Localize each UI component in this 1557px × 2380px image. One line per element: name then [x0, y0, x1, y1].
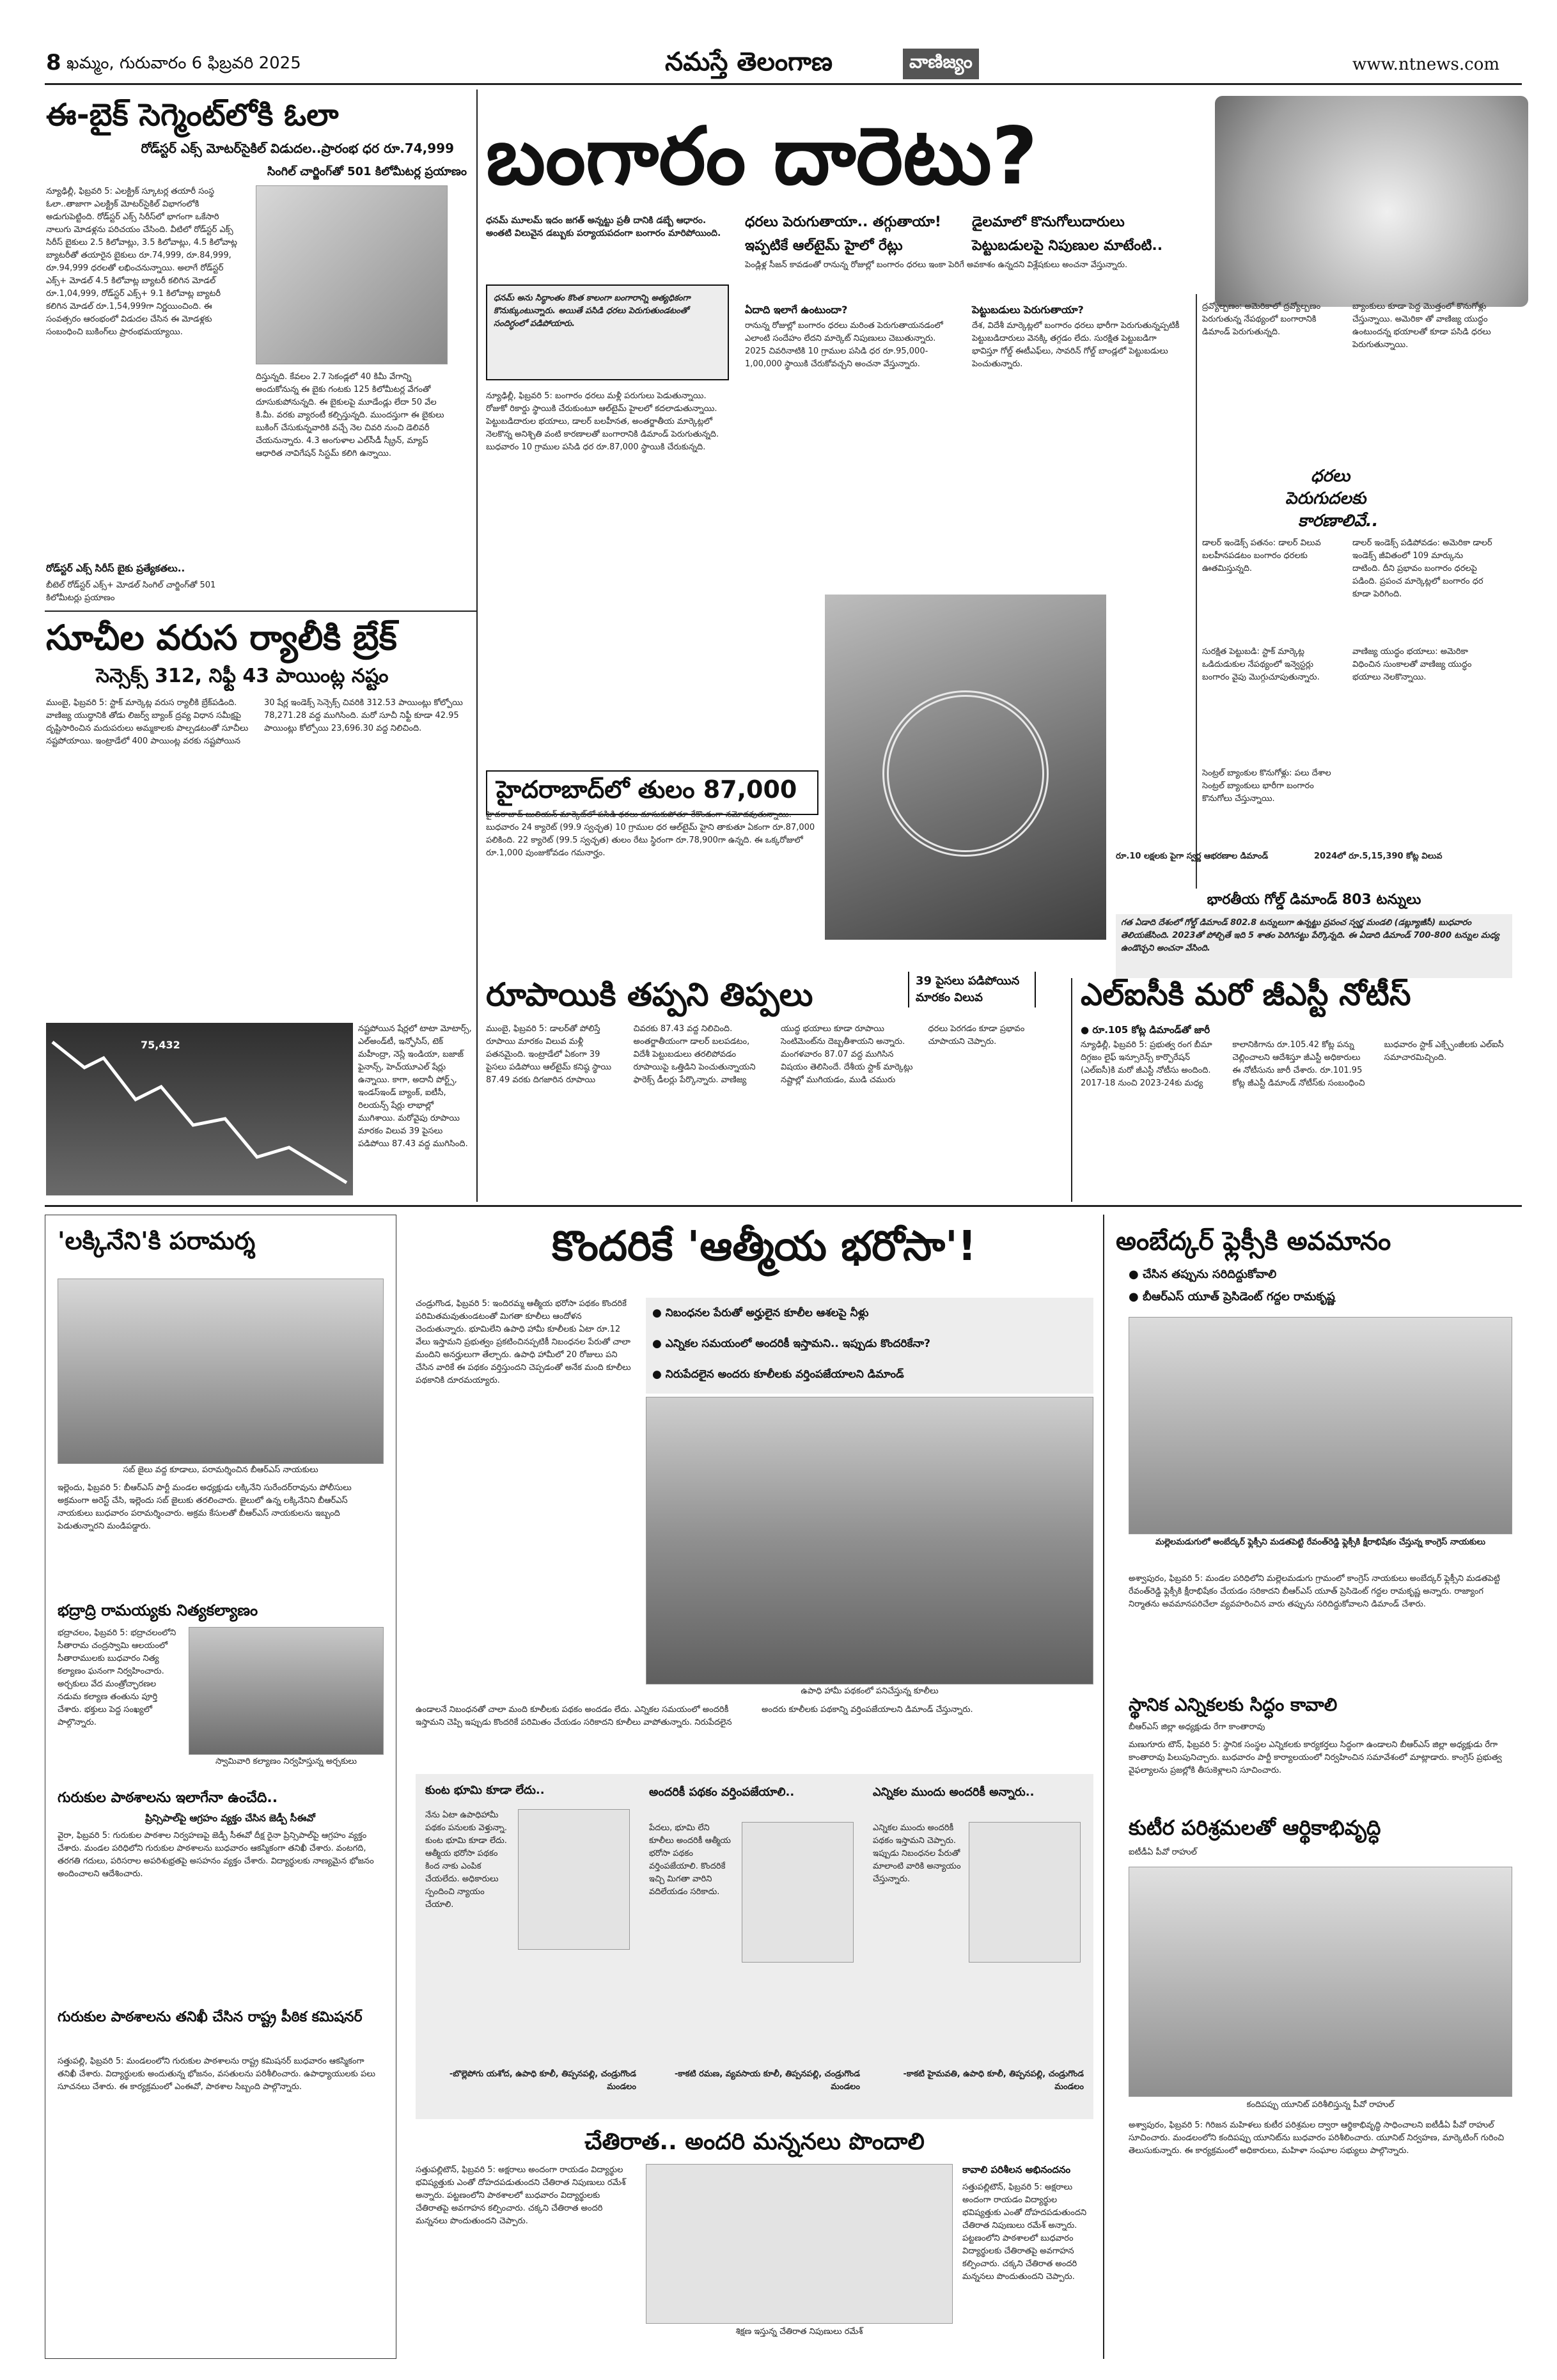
- page-number: 8: [46, 50, 61, 75]
- gold-deck-1: ధరలు పెరుగుతాయా.. తగ్గుతాయా!: [745, 214, 941, 230]
- gold-right-col-2: డాలర్ ఇండెక్స్ పడిపోవడం: అమెరికా డాలర్ ఇండెక్స్ జీవితంలో 109 మార్కును దాటింది. దీని ప్రభావం బంగారం ధరలపై పడింది. ప్రపంచ మార్కెట్లలో బంగారం ధర కూడా పెరిగింది.: [1352, 538, 1492, 599]
- cottage-headline: కుటీర పరిశ్రమలతో ఆర్థికాభివృద్ధి: [1129, 1816, 1381, 1840]
- quote-1-sig: -బొల్లెపోగు యశోద, ఉపాధి కూలీ, తిప్పనపల్లి, చండ్రుగొండ మండలం: [449, 2069, 636, 2092]
- bharosa-bullet-2: ● ఎన్నికల సమయంలో అందరికీ ఇస్తామని.. ఇప్పుడు కొందరికేనా?: [652, 1335, 1087, 1353]
- handwriting-caption: శిక్షణ ఇస్తున్న చేతిరాత నిపుణులు రమేశ్: [735, 2327, 863, 2337]
- dateline: ఖమ్మం, గురువారం 6 ఫిబ్రవరి 2025: [67, 54, 301, 73]
- hyd-price-headline: హైదరాబాద్‌లో తులం 87,000: [486, 770, 818, 815]
- gold-reason-1: ద్రవ్యోల్బణం: అమెరికాలో ద్రవ్యోల్బణం పెరుగుతున్న నేపథ్యంలో బంగారానికి డిమాండ్ పెరుగుతున్నది.: [1202, 302, 1321, 337]
- lakkinenu-headline: 'లక్కినేని'కి పరామర్శ: [58, 1227, 256, 1255]
- lakkinenu-body: ఇల్లెందు, ఫిబ్రవరి 5: బీఆర్‌ఎస్ పార్టీ మండల అధ్యక్షుడు లక్కినేని సురేందర్‌రావును పోలీసులు అక్రమంగా అరెస్ట్ చేసి, ఇల్లెందు సబ్ జైలుకు తరలించారు. జైలులో ఉన్న లక్కినేనిని బీఆర్‌ఎస్ నాయకులు బుధవారం పరామర్శించారు. అక్రమ కేసులతో బీఆర్‌ఎస్ నాయకులను ఇబ్బంది పెడుతున్నారని మండిపడ్డారు.: [58, 1483, 352, 1531]
- markets-body-2: నష్టపోయిన షేర్లలో టాటా మోటార్స్, ఎల్‌అండ్‌టీ, ఇన్ఫోసిస్, టెక్ మహీంద్రా, నెస్లే ఇండియా, బజాజ్ ఫైనాన్స్, హెచ్‌యూఎల్ షేర్లు ఉన్నాయి. కాగా, అదానీ పోర్ట్స్, ఇండస్ఇండ్ బ్యాంక్, ఐటీసీ, రిలయన్స్ షేర్లు లాభాల్లో ముగిశాయి. మరోవైపు రూపాయి మారకం విలువ 39 పైసలు పడిపోయి 87.43 వద్ద ముగిసింది.: [358, 1024, 472, 1149]
- markets-deck: సెన్సెక్స్ 312, నిఫ్టీ 43 పాయింట్ల నష్టం: [96, 665, 389, 687]
- gold-reasons-label-2: పెరుగుదలకు: [1285, 489, 1366, 508]
- markets-headline: సూచీల వరుస ర్యాలీకి బ్రేక్: [46, 618, 397, 658]
- cottage-photo: [1129, 1867, 1512, 2097]
- gold-image: [1215, 96, 1528, 307]
- bottom-section-rule: [45, 1205, 1522, 1207]
- gold-deck-4: పెట్టుబడులపై నిపుణుల మాటేంటి..: [972, 238, 1163, 254]
- quote-2-text: పేదలు, భూమి లేని కూలీలు అందరికీ ఆత్మీయ భరోసా పథకం వర్తింపజేయాలి. కొందరికే ఇచ్చి మిగతా వారిని వదిలేయడం సరికాదు.: [649, 1823, 732, 1897]
- quote-2-photo: [742, 1822, 854, 1963]
- ola-deck: రోడ్‌స్టర్ ఎక్స్ మోటర్‌సైకిల్ విడుదల..ప్రారంభ ధర రూ.74,999: [141, 141, 454, 156]
- bharosa-caption: ఉపాధి హామీ పథకంలో పనిచేస్తున్న కూలీలు: [801, 1686, 939, 1696]
- ola-divider: [476, 89, 478, 761]
- jewellery-necklace-icon: [882, 690, 1049, 857]
- cottage-byline: ఐటీడీఏ పీవో రాహుల్: [1129, 1847, 1197, 1857]
- quote-1-title: కుంట భూమి కూడా లేదు..: [425, 1784, 545, 1797]
- gold-body-1: న్యూఢిల్లీ, ఫిబ్రవరి 5: బంగారం ధరలు మళ్లీ పరుగులు పెడుతున్నాయి. రోజుకో రికార్డు స్థాయికి చేరుకుంటూ ఆల్‌టైమ్ హైలలో కదలాడుతున్నాయి. పెట్టుబడిదారుల భయాలు, డాలర్ బలహీనత, అంతర్జాతీయ మార్కెట్లలో నెలకొన్న అనిశ్చితి వంటి కారణాలతో బంగారానికి డిమాండ్ పెరుగుతున్నది. బుధవారం 10 గ్రాముల పసిడి ధర రూ.87,000 స్థాయికి చేరుకున్నది.: [486, 391, 719, 452]
- gold-body-2: పెండ్లిళ్ల సీజన్ కావడంతో రానున్న రోజుల్లో బంగారం ధరలు ఇంకా పెరిగే అవకాశం ఉన్నదని విశ్లేషకులు అంచనా వేస్తున్నారు.: [745, 260, 1128, 270]
- section-label: వాణిజ్యం: [903, 49, 979, 79]
- rupee-divider: [1071, 978, 1072, 1202]
- bharosa-headline: కొందరికే 'ఆత్మీయ భరోసా'!: [552, 1223, 976, 1270]
- ramayya-headline: భద్రాద్రి రామయ్యకు నిత్యకల్యాణం: [58, 1601, 258, 1619]
- gold-right-col: బ్యాంకులు కూడా పెద్ద మొత్తంలో కొనుగోళ్లు చేస్తున్నాయి. అమెరికా తో వాణిజ్య యుద్ధం ఉంటుందన్న భయాలతో కూడా పసిడి ధరలు పెరుగుతున్నాయి.: [1352, 302, 1491, 350]
- gold-headline: బంగారం దారెటు?: [486, 111, 1038, 203]
- gold-demand-bullet-2: 2024లో రూ.5,15,390 కోట్ల విలువ: [1314, 852, 1443, 861]
- gold-demand-body: గత ఏడాది దేశంలో గోల్డ్ డిమాండ్ 802.8 టన్నులుగా ఉన్నట్టు ప్రపంచ స్వర్ణ మండలి (డబ్ల్యూజీసీ) బుధవారం తెలియజేసింది. 2023తో పోల్చితే ఇది 5 శాతం పెరిగినట్టు పేర్కొన్నది. ఈ ఏడాది డిమాండ్ 700-800 టన్నుల మధ్య ఉండొచ్చని అంచనా వేసింది.: [1116, 914, 1512, 978]
- gold-sub-why: ఏదాది ఇలాగే ఉంటుందా?: [745, 304, 848, 316]
- ola-headline: ఈ-బైక్ సెగ్మెంట్‌లోకి ఓలా: [46, 97, 339, 133]
- lic-headline: ఎల్‌ఐసీకి మరో జీఎస్టీ నోటీస్: [1081, 977, 1411, 1013]
- ramayya-body: భద్రాచలం, ఫిబ్రవరి 5: భద్రాచలంలోని సీతారామ చంద్రస్వామి ఆలయంలో సీతారాములకు బుధవారం నిత్య కల్యాణం ఘనంగా నిర్వహించారు. అర్చకులు వేద మంత్రోచ్ఛారణల నడుమ కల్యాణ తంతును పూర్తి చేశారు. భక్తులు పెద్ద సంఖ్యలో పాల్గొన్నారు.: [58, 1628, 176, 1727]
- markets-chart-line: [46, 1023, 353, 1195]
- ramayya-photo: [189, 1627, 384, 1755]
- ambedkar-bullet-2: ● బీఆర్‌ఎస్ యూత్ ప్రెసిడెంట్ గద్దల రామకృష్ణ: [1129, 1288, 1512, 1306]
- ambedkar-body: అశ్వాపురం, ఫిబ్రవరి 5: మండల పరిధిలోని మల్లెలమడుగు గ్రామంలో కాంగ్రెస్ నాయకులు అంబేద్కర్ ఫ్లెక్సీని మడతపెట్టి రేవంత్‌రెడ్డి ఫ్లెక్సీకి క్షీరాభిషేకం చేయడం సరికాదని బీఆర్‌ఎస్ యూత్ ప్రెసిడెంట్ గద్దల రామకృష్ణ అన్నారు. రాజ్యాంగ నిర్మాతను అవమానపరిచేలా వ్యవహరించిన వారు తప్పును సరిదిద్దుకోవాలని డిమాండ్ చేశారు.: [1129, 1574, 1500, 1609]
- bharosa-body: చండ్రుగొండ, ఫిబ్రవరి 5: ఇందిరమ్మ ఆత్మీయ భరోసా పథకం కొందరికే పరిమితమవుతుండటంతో మిగతా కూలీలు ఆందోళన చెందుతున్నారు. భూమిలేని ఉపాధి హామీ కూలీలకు ఏటా రూ.12 వేలు ఇస్తామని ప్రభుత్వం ప్రకటించినప్పటికీ నిబంధనల పేరుతో చాలా మందిని అనర్హులుగా తేల్చారు. ఉపాధి హామీలో 20 రోజులు పని చేసిన వారికే ఈ పథకం వర్తిస్తుందని చెప్పడంతో అనేక మంది కూలీలు పథకానికి దూరమయ్యారు.: [416, 1299, 631, 1385]
- gurukul2-body: సత్తుపల్లి, ఫిబ్రవరి 5: మండలంలోని గురుకుల పాఠశాలను రాష్ట్ర కమిషనర్ బుధవారం ఆకస్మికంగా తనిఖీ చేశారు. విద్యార్థులకు అందుతున్న భోజనం, వసతులను పరిశీలించారు. ఉపాధ్యాయులకు పలు సూచనలు చేశారు. ఈ కార్యక్రమంలో ఎంఈవో, పాఠశాల సిబ్బంది పాల్గొన్నారు.: [58, 2057, 375, 2092]
- bharosa-bullet-1: ● నిబంధనల పేరుతో అర్హులైన కూలీల ఆశలపై నీళ్లు: [652, 1304, 1087, 1322]
- ola-body-2: దిస్తున్నది. కేవలం 2.7 సెకండ్లలో 40 కిమీ వేగాన్ని అందుకోనున్న ఈ బైకు గంటకు 125 కిలోమీటర్ల వేగంతో దూసుకుపోనున్నది. ఈ బైకులపై మూడేండ్లు లేదా 50 వేల కి.మీ. వరకు వ్యారంటీ కల్పిస్తున్నది. ముందస్తుగా ఈ బైకులు బుకింగ్ చేసుకున్నవారికి వచ్చే నెల చివరి నుంచి డెలివరీ చేయనున్నారు. 4.3 అంగుళాల ఎల్‌సీడీ స్క్రీన్, మ్యాప్ ఆధారిత నావిగేషన్ సిస్టమ్ కలిగి ఉన్నాయి.: [256, 372, 444, 458]
- gold-body-3: రానున్న రోజుల్లో బంగారం ధరలు మరింత పెరుగుతాయనడంలో ఎలాంటి సందేహం లేదని మార్కెట్ నిపుణులు చెబుతున్నారు. 2025 చివరినాటికి 10 గ్రాముల పసిడి ధర రూ.95,000-1,00,000 స్థాయికి చేరుకోవచ్చని అంచనా వేస్తున్నారు.: [745, 321, 943, 369]
- local-polls-headline: స్థానిక ఎన్నికలకు సిద్ధం కావాలి: [1129, 1694, 1338, 1715]
- hyd-price-body: హైదరాబాద్ బులియన్ మార్కెట్‌లో పసిడి ధరలు దూసుకుపోతూ రేకొండంగా నమోదవుతున్నాయి. బుధవారం 24 క్యారెట్ (99.9 స్వచ్ఛత) 10 గ్రాముల ధర ఆల్‌టైమ్ హైని తాకుతూ ఏకంగా రూ.87,000 పలికింది. 22 క్యారెట్ (99.5 స్వచ్ఛత) తులం రేటు స్థిరంగా రూ.78,900గా ఉన్నది. ఈ ఒక్కరోజులో రూ.1,000 పుంజుకోవడం గమనార్హం.: [486, 810, 815, 858]
- markets-divider: [476, 761, 478, 1202]
- local-polls-body: మణుగూరు టౌన్, ఫిబ్రవరి 5: స్థానిక సంస్థల ఎన్నికలకు కార్యకర్తలు సిద్ధంగా ఉండాలని బీఆర్‌ఎస్ జిల్లా అధ్యక్షుడు రేగా కాంతారావు పిలుపునిచ్చారు. బుధవారం పార్టీ కార్యాలయంలో నిర్వహించిన సమావేశంలో మాట్లాడారు. కాంగ్రెస్ ప్రభుత్వ వైఫల్యాలను ప్రజల్లోకి తీసుకెళ్లాలని సూచించారు.: [1129, 1740, 1502, 1775]
- lakkinenu-caption: సబ్ జైలు వద్ద కూడాలు, పరామర్శించిన బీఆర్‌ఎస్ నాయకులు: [123, 1465, 318, 1475]
- gold-reasons-label-3: కారణాలివే..: [1298, 511, 1379, 531]
- gurukul2-headline: గురుకుల పాఠశాలను తనిఖీ చేసిన రాష్ట్ర పీఠిక కమిషనర్: [58, 2009, 363, 2025]
- ola-subdeck: సింగిల్ చార్జింగ్‌తో 501 కిలోమీటర్ల ప్రయాణం: [267, 165, 467, 178]
- ramayya-caption: స్వామివారి కల్యాణం నిర్వహిస్తున్న అర్చకులు: [215, 1757, 357, 1766]
- gold-reason-5: వాణిజ్య యుద్ధం భయాలు: అమెరికా విధించిన సుంకాలతో వాణిజ్య యుద్ధం భయాలు నెలకొన్నాయి.: [1352, 647, 1472, 682]
- ambedkar-caption: మల్లెలమడుగులో అంబేద్కర్ ఫ్లెక్సీని మడతపెట్టి రేవంత్‌రెడ్డి ఫ్లెక్సీకి క్షీరాభిషేకం చేస్తున్న కాంగ్రెస్ నాయకులు: [1155, 1537, 1486, 1547]
- ambedkar-bullet-1: ● చేసిన తప్పును సరిదిద్దుకోవాలి: [1129, 1266, 1512, 1284]
- rupee-headline: రూపాయికి తప్పని తిప్పలు: [486, 976, 813, 1013]
- gold-demand-bullet-1: రూ.10 లక్షలకు పైగా స్వర్ణ ఆభరణాల డిమాండ్: [1116, 852, 1269, 861]
- lic-body: న్యూఢిల్లీ, ఫిబ్రవరి 5: ప్రభుత్వ రంగ బీమా దిగ్గజం లైఫ్ ఇన్సూరెన్స్ కార్పొరేషన్ (ఎల్‌ఐసీ)కి మరో జీఎస్టీ నోటీసు అందింది. 2017-18 నుంచి 2023-24కు మధ్య కాలానికిగాను రూ.105.42 కోట్ల పన్ను చెల్లించాలని ఆదేశిస్తూ జీఎస్టీ అధికారులు ఈ నోటీసును జారీ చేశారు. రూ.101.95 కోట్ల జీఎస్టీ డిమాండ్ నోటీస్‌కు సంబంధించి బుధవారం స్టాక్ ఎక్స్ఛేంజీలకు ఎల్‌ఐసీ సమాచారమిచ్చింది.: [1081, 1040, 1504, 1088]
- lic-bullet: ● రూ.105 కోట్ల డిమాండ్‌తో జారీ: [1081, 1023, 1298, 1037]
- gold-deck-2: డైలమాలో కొనుగోలుదారులు: [972, 214, 1125, 230]
- quote-1-text: నేను ఏటా ఉపాధిహామీ పథకం పనులకు వెళ్తున్నా. కుంట భూమి కూడా లేదు. ఆత్మీయ భరోసా పథకం కింద నాకు ఎంపిక చేయలేదు. అధికారులు స్పందించి న్యాయం చేయాలి.: [425, 1810, 508, 1909]
- quote-2-sig: -కాకటి రమణ, వ్యవసాయ కూలీ, తిప్పనపల్లి, చండ్రుగొండ మండలం: [675, 2069, 860, 2092]
- gold-demand-headline: భారతీయ గోల్డ్ డిమాండ్ 803 టన్నులు: [1207, 892, 1421, 908]
- masthead-rule: [45, 83, 1522, 85]
- gold-sub-invest: పెట్టుబడులు పెరుగుతాయా?: [972, 304, 1084, 316]
- gold-quote: ధనమ్ మూలమ్ ఇదం జగత్ అన్నట్టు ప్రతీ దానికి డబ్బే ఆధారం. అంతటి విలువైన డబ్బుకు పర్యాయపదంగా బంగారం మారిపోయింది.: [486, 215, 721, 238]
- website[interactable]: www.ntnews.com: [1352, 55, 1500, 74]
- ola-feature-head: రోడ్‌స్టర్ ఎక్స్ సిరీస్ బైకు ప్రత్యేకతలు..: [46, 563, 185, 574]
- markets-body: ముంబై, ఫిబ్రవరి 5: స్టాక్ మార్కెట్ల వరుస ర్యాలీకి బ్రేక్‌పడింది. వాణిజ్య యుద్ధానికి తోడు లిజర్వ్ బ్యాంక్ ద్రవ్య విధాన సమీక్షపై దృష్టిసారించిన మదుపరులు అమ్మకాలకు పాల్పడటంతో సూచీలు నష్టపోయాయి. ఇంట్రాడేలో 400 పాయింట్ల వరకు నష్టపోయిన 30 షేర్ల ఇండెక్స్ సెన్సెక్స్ చివరికి 312.53 పాయింట్లు కోల్పోయి 78,271.28 వద్ద ముగిసింది. మరో సూచీ నిఫ్టీ కూడా 42.95 పాయింట్లు కోల్పోయి 23,696.30 వద్ద నిలిచింది.: [46, 698, 463, 746]
- lakkinenu-photo: [58, 1279, 384, 1464]
- paper-name: నమస్తే తెలంగాణ: [665, 47, 833, 77]
- right-column-divider: [1103, 1215, 1104, 2359]
- markets-chart-label: 75,432: [141, 1039, 180, 1051]
- gurukul1-headline: గురుకుల పాఠశాలను ఇలాగేనా ఉంచేది..: [58, 1790, 278, 1806]
- quote-2-title: అందరికీ పథకం వర్తింపజేయాలి..: [649, 1785, 795, 1799]
- quote-3-title: ఎన్నికల ముందు అందరికీ అన్నారు..: [873, 1785, 1035, 1799]
- handwriting-photo: [646, 2164, 953, 2324]
- rupee-side: 39 పైసలు పడిపోయిన మారకం విలువ: [908, 972, 1036, 1007]
- markets-trend-line: [52, 1042, 347, 1183]
- markets-top-rule: [45, 611, 476, 612]
- handwriting-body: సత్తుపల్లిటౌన్, ఫిబ్రవరి 5: అక్షరాలు అందంగా రాయడం విద్యార్థుల భవిష్యత్తుకు ఎంతో దోహదపడుతుందని చేతిరాత నిపుణులు రమేశ్ అన్నారు. పట్టణంలోని పాఠశాలలో బుధవారం విద్యార్థులకు చేతిరాతపై అవగాహన కల్పించారు. చక్కని చేతిరాత అందరి మన్ననలు పొందుతుందని చెప్పారు.: [416, 2165, 626, 2226]
- gold-reason-4: సెంట్రల్ బ్యాంకుల కొనుగోళ్లు: పలు దేశాల సెంట్రల్ బ్యాంకులు భారీగా బంగారం కొనుగోలు చేస్తున్నాయి.: [1202, 768, 1331, 804]
- ambedkar-photo: [1129, 1317, 1512, 1534]
- handwriting-body-2: సత్తుపల్లిటౌన్, ఫిబ్రవరి 5: అక్షరాలు అందంగా రాయడం విద్యార్థుల భవిష్యత్తుకు ఎంతో దోహదపడుతుందని చేతిరాత నిపుణులు రమేశ్ అన్నారు. పట్టణంలోని పాఠశాలలో బుధవారం విద్యార్థులకు చేతిరాతపై అవగాహన కల్పించారు. చక్కని చేతిరాత అందరి మన్ననలు పొందుతుందని చెప్పారు.: [962, 2182, 1087, 2282]
- gold-pullquote: ధనమ్ అను సిద్ధాంతం కొంత కాలంగా బంగారాన్ని అత్యధికంగా కొనుక్కుంటున్నారు. అయితే పసిడి ధరలు పెరుగుతుండటంతో సందిగ్ధంలో పడిపోయారు.: [486, 284, 729, 380]
- rupee-body: ముంబై, ఫిబ్రవరి 5: డాలర్‌తో పోలిస్తే రూపాయి మారకం విలువ మళ్లీ పతనమైంది. ఇంట్రాడేలో ఏకంగా 39 పైసలు పడిపోయి ఆల్‌టైమ్ కనిష్ఠ స్థాయి 87.49 వరకు దిగజారిన రూపాయి చివరకు 87.43 వద్ద నిలిచింది. అంతర్జాతీయంగా డాలర్ బలపడటం, విదేశీ పెట్టుబడులు తరలిపోవడం రూపాయిపై ఒత్తిడిని పెంచుతున్నాయని ఫారెక్స్ డీలర్లు పేర్కొన్నారు. వాణిజ్య యుద్ధ భయాలు కూడా రూపాయి సెంటిమెంట్‌ను దెబ్బతీశాయని అన్నారు. మంగళవారం 87.07 వద్ద ముగిసిన విషయం తెలిసిందే. దేశీయ స్టాక్ మార్కెట్లు నష్టాల్లో ముగియడం, ముడి చమురు ధరలు పెరగడం కూడా ప్రభావం చూపాయని చెప్పారు.: [486, 1024, 1025, 1085]
- gold-deck-3: ఇప్పటికే ఆల్‌టైమ్ హై‌లో రేట్లు: [745, 238, 903, 254]
- gurukul1-deck: ప్రిన్సిపాల్‌పై ఆగ్రహం వ్యక్తం చేసిన జెడ్పీ సీఈవో: [145, 1812, 315, 1824]
- local-polls-byline: బీఆర్‌ఎస్ జిల్లా అధ్యక్షుడు రేగా కాంతారావు: [1129, 1722, 1265, 1732]
- ola-feature: బీటెల్ రోడ్‌స్టర్ ఎక్స్+ మోడల్ సింగిల్ చార్జింగ్‌తో 501 కిలోమీటర్లు ప్రయాణం: [46, 580, 216, 603]
- gold-reason-3: సురక్షిత పెట్టుబడి: స్టాక్ మార్కెట్ల ఒడిదుడుకుల నేపథ్యంలో ఇన్వెస్టర్లు బంగారం వైపు మొగ్గుచూపుతున్నారు.: [1202, 647, 1320, 682]
- cottage-caption: కందిపప్పు యూనిట్ పరిశీలిస్తున్న పీవో రాహుల్: [1246, 2100, 1395, 2110]
- handwriting-headline: చేతిరాత.. అందరి మన్ననలు పొందాలి: [584, 2129, 925, 2155]
- ambedkar-headline: అంబేద్కర్ ఫ్లెక్సీకి అవమానం: [1116, 1227, 1391, 1256]
- gurukul1-body: వైరా, ఫిబ్రవరి 5: గురుకుల పాఠశాల నిర్వహణపై జెడ్పీ సీఈవో దీక్ష రైనా ప్రిన్సిపాల్‌పై ఆగ్రహం వ్యక్తం చేశారు. మండల పరిధిలోని గురుకుల పాఠశాలను బుధవారం ఆకస్మికంగా తనిఖీ చేశారు. వంటగది, తరగతి గదులు, పరిసరాల అపరిశుభ్రతపై అసహనం వ్యక్తం చేశారు. విద్యార్థులకు నాణ్యమైన భోజనం అందించాలని ఆదేశించారు.: [58, 1831, 374, 1879]
- quote-1-photo: [518, 1809, 630, 1950]
- bharosa-photo: [646, 1397, 1093, 1684]
- ola-body: న్యూఢిల్లీ, ఫిబ్రవరి 5: ఎలక్ట్రిక్ స్కూటర్ల తయారీ సంస్థ ఓలా..తాజాగా ఎలక్ట్రిక్ మోటర్‌సైకిల్ విభాగంలోకి అడుగుపెట్టింది. రోడ్‌స్టర్ ఎక్స్ సిరీస్‌లో భాగంగా ఒకేసారి నాలుగు మోడళ్లను పరిచయం చేసింది. వీటిలో రోడ్‌స్టర్ ఎక్స్ సిరీస్ బైకులు 2.5 కిలోవాట్లు, 3.5 కిలోవాట్లు, 4.5 కిలోవాట్ల బ్యాటరీతో తయారైన బైకులు రూ.74,999, రూ.84,999, రూ.94,999 ధరలతో లభించనున్నాయి. అలాగే రోడ్‌స్టర్ ఎక్స్+ మోడల్ 4.5 కిలోవాట్ల బ్యాటరీ కలిగిన మోడల్ రూ.1,04,999, రోడ్‌స్టర్ ఎక్స్+ 9.1 కిలోవాట్ల బ్యాటరీ కలిగిన మోడల్ రూ.1,54,999గా నిర్ణయించింది. ఈ సంవత్సరం ఆరంభంలో విడుదల చేసిన ఈ మోడళ్లకు సంబంధించి బుకింగ్‌లు ప్రారంభమయ్యాయి.: [46, 187, 237, 337]
- cottage-body: అశ్వాపురం, ఫిబ్రవరి 5: గిరిజన మహిళలు కుటీర పరిశ్రమల ద్వారా ఆర్థికాభివృద్ధి సాధించాలని ఐటీడీఏ పీవో రాహుల్ సూచించారు. మండలంలోని కందిపప్పు యూనిట్‌ను బుధవారం పరిశీలించారు. యూనిట్ నిర్వహణ, మార్కెటింగ్ గురించి తెలుసుకున్నారు. ఈ కార్యక్రమంలో అధికారులు, మహిళా సంఘాల సభ్యులు పాల్గొన్నారు.: [1129, 2120, 1505, 2156]
- bharosa-bullet-3: ● నిరుపేదలైన అందరు కూలీలకు వర్తింపజేయాలని డిమాండ్: [652, 1365, 1087, 1383]
- ola-bike-image: [256, 185, 448, 364]
- quote-3-sig: -కాకటి హైమవతి, ఉపాధి కూలీ, తిప్పనపల్లి, చండ్రుగొండ మండలం: [903, 2069, 1084, 2092]
- gold-reason-2: డాలర్ ఇండెక్స్ పతనం: డాలర్ విలువ బలహీనపడటం బంగారం ధరలకు ఊతమిస్తున్నది.: [1202, 538, 1321, 573]
- bharosa-body-2: ఉండాలనే నిబంధనతో చాలా మంది కూలీలకు పథకం అందడం లేదు. ఎన్నికల సమయంలో అందరికీ ఇస్తామని చెప్పి ఇప్పుడు కొందరికే పరిమితం చేయడం సరికాదని కూలీలు వాపోతున్నారు. నిరుపేదలైన అందరు కూలీలకు పథకాన్ని వర్తింపజేయాలని డిమాండ్ చేస్తున్నారు.: [416, 1705, 973, 1727]
- gold-reasons-label-1: ధరలు: [1311, 467, 1350, 486]
- gold-body-4: దేశ, విదేశీ మార్కెట్లలో బంగారం ధరలు భారీగా పెరుగుతున్నప్పటికీ పెట్టుబడిదారులు వెనక్కి తగ్గడం లేదు. సురక్షిత పెట్టుబడిగా భావిస్తూ గోల్డ్ ఈటీఎఫ్‌లు, సావరిన్ గోల్డ్ బాండ్లలో పెట్టుబడులు పెంచుతున్నారు.: [972, 321, 1180, 369]
- quote-3-text: ఎన్నికల ముందు అందరికీ పథకం ఇస్తామని చెప్పారు. ఇప్పుడు నిబంధనల పేరుతో మాలాంటి వారికి అన్యాయం చేస్తున్నారు.: [873, 1823, 961, 1884]
- handwriting-subhead: కావాలి పరిశీలన అభినందనం: [962, 2164, 1071, 2175]
- quote-3-photo: [969, 1822, 1081, 1963]
